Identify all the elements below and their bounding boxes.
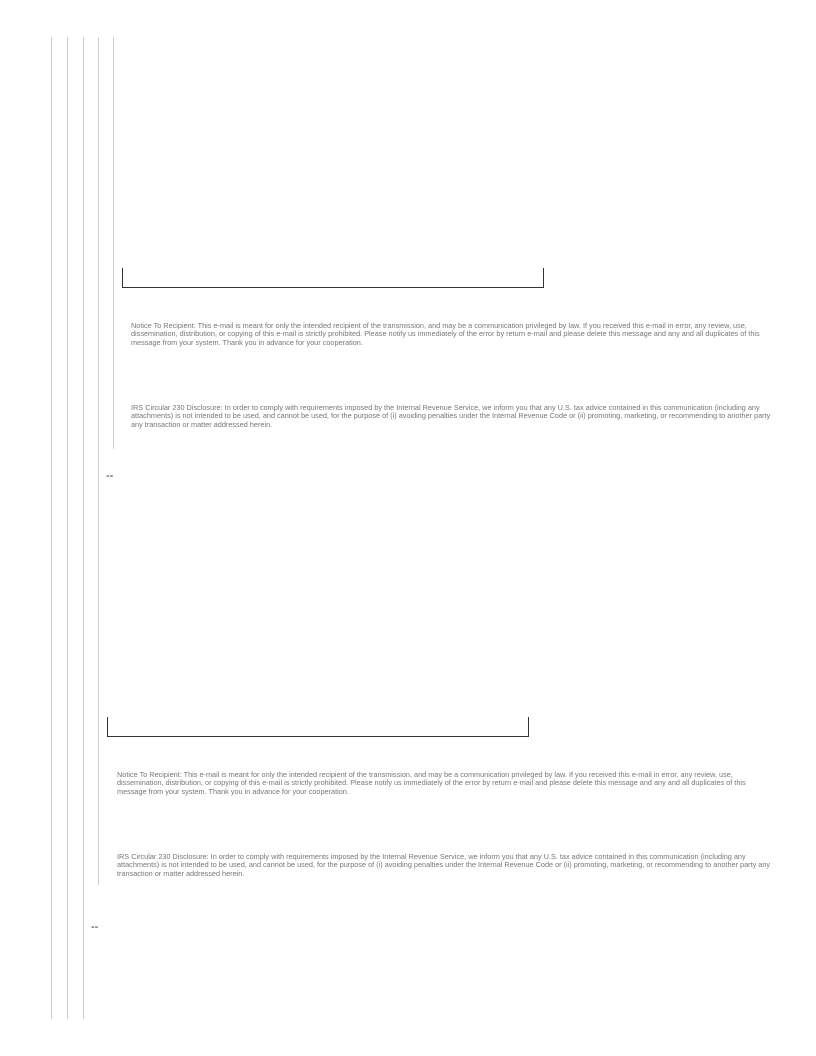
quote-bar-level-5 xyxy=(113,37,114,449)
quote-bar-level-4 xyxy=(98,37,99,885)
quote-bar-level-1 xyxy=(51,37,52,1019)
empty-table-box xyxy=(122,268,544,288)
quote-bar-level-3 xyxy=(83,37,84,1019)
recipient-notice: Notice To Recipient: This e-mail is meant for only the intended recipient of the transmission, and may be a communication privileged by law. If you received this e-mail in error, any review, use, dissemination, distribution, or copying of this e-mail is strictly prohibited. Please notify us immediately of the error by return e-mail and please delete this message and any and all duplicates of this message from your system. Thank you in advance for your cooperation. xyxy=(131,321,760,347)
empty-table-box xyxy=(107,717,529,737)
signature-separator: -- xyxy=(106,470,114,482)
quote-bar-level-2 xyxy=(67,37,68,1019)
recipient-notice: Notice To Recipient: This e-mail is meant for only the intended recipient of the transmission, and may be a communication privileged by law. If you received this e-mail in error, any review, use, dissemination, distribution, or copying of this e-mail is strictly prohibited. Please notify us immediately of the error by return e-mail and please delete this message and any and all duplicates of this message from your system. Thank you in advance for your cooperation. xyxy=(117,770,746,796)
irs-disclosure: IRS Circular 230 Disclosure: In order to comply with requirements imposed by the Internal Revenue Service, we inform you that any U.S. tax advice contained in this communication (including any attachments) is not intended to be used, and cannot be used, for the purpose of (i) avoiding penalties under the Internal Revenue Code or (ii) promoting, marketing, or recommending to another party any transaction or matter addressed herein. xyxy=(131,403,771,429)
irs-disclosure: IRS Circular 230 Disclosure: In order to comply with requirements imposed by the Internal Revenue Service, we inform you that any U.S. tax advice contained in this communication (including any attachments) is not intended to be used, and cannot be used, for the purpose of (i) avoiding penalties under the Internal Revenue Code or (ii) promoting, marketing, or recommending to another party any transaction or matter addressed herein. xyxy=(117,852,771,878)
signature-separator: -- xyxy=(91,921,99,933)
